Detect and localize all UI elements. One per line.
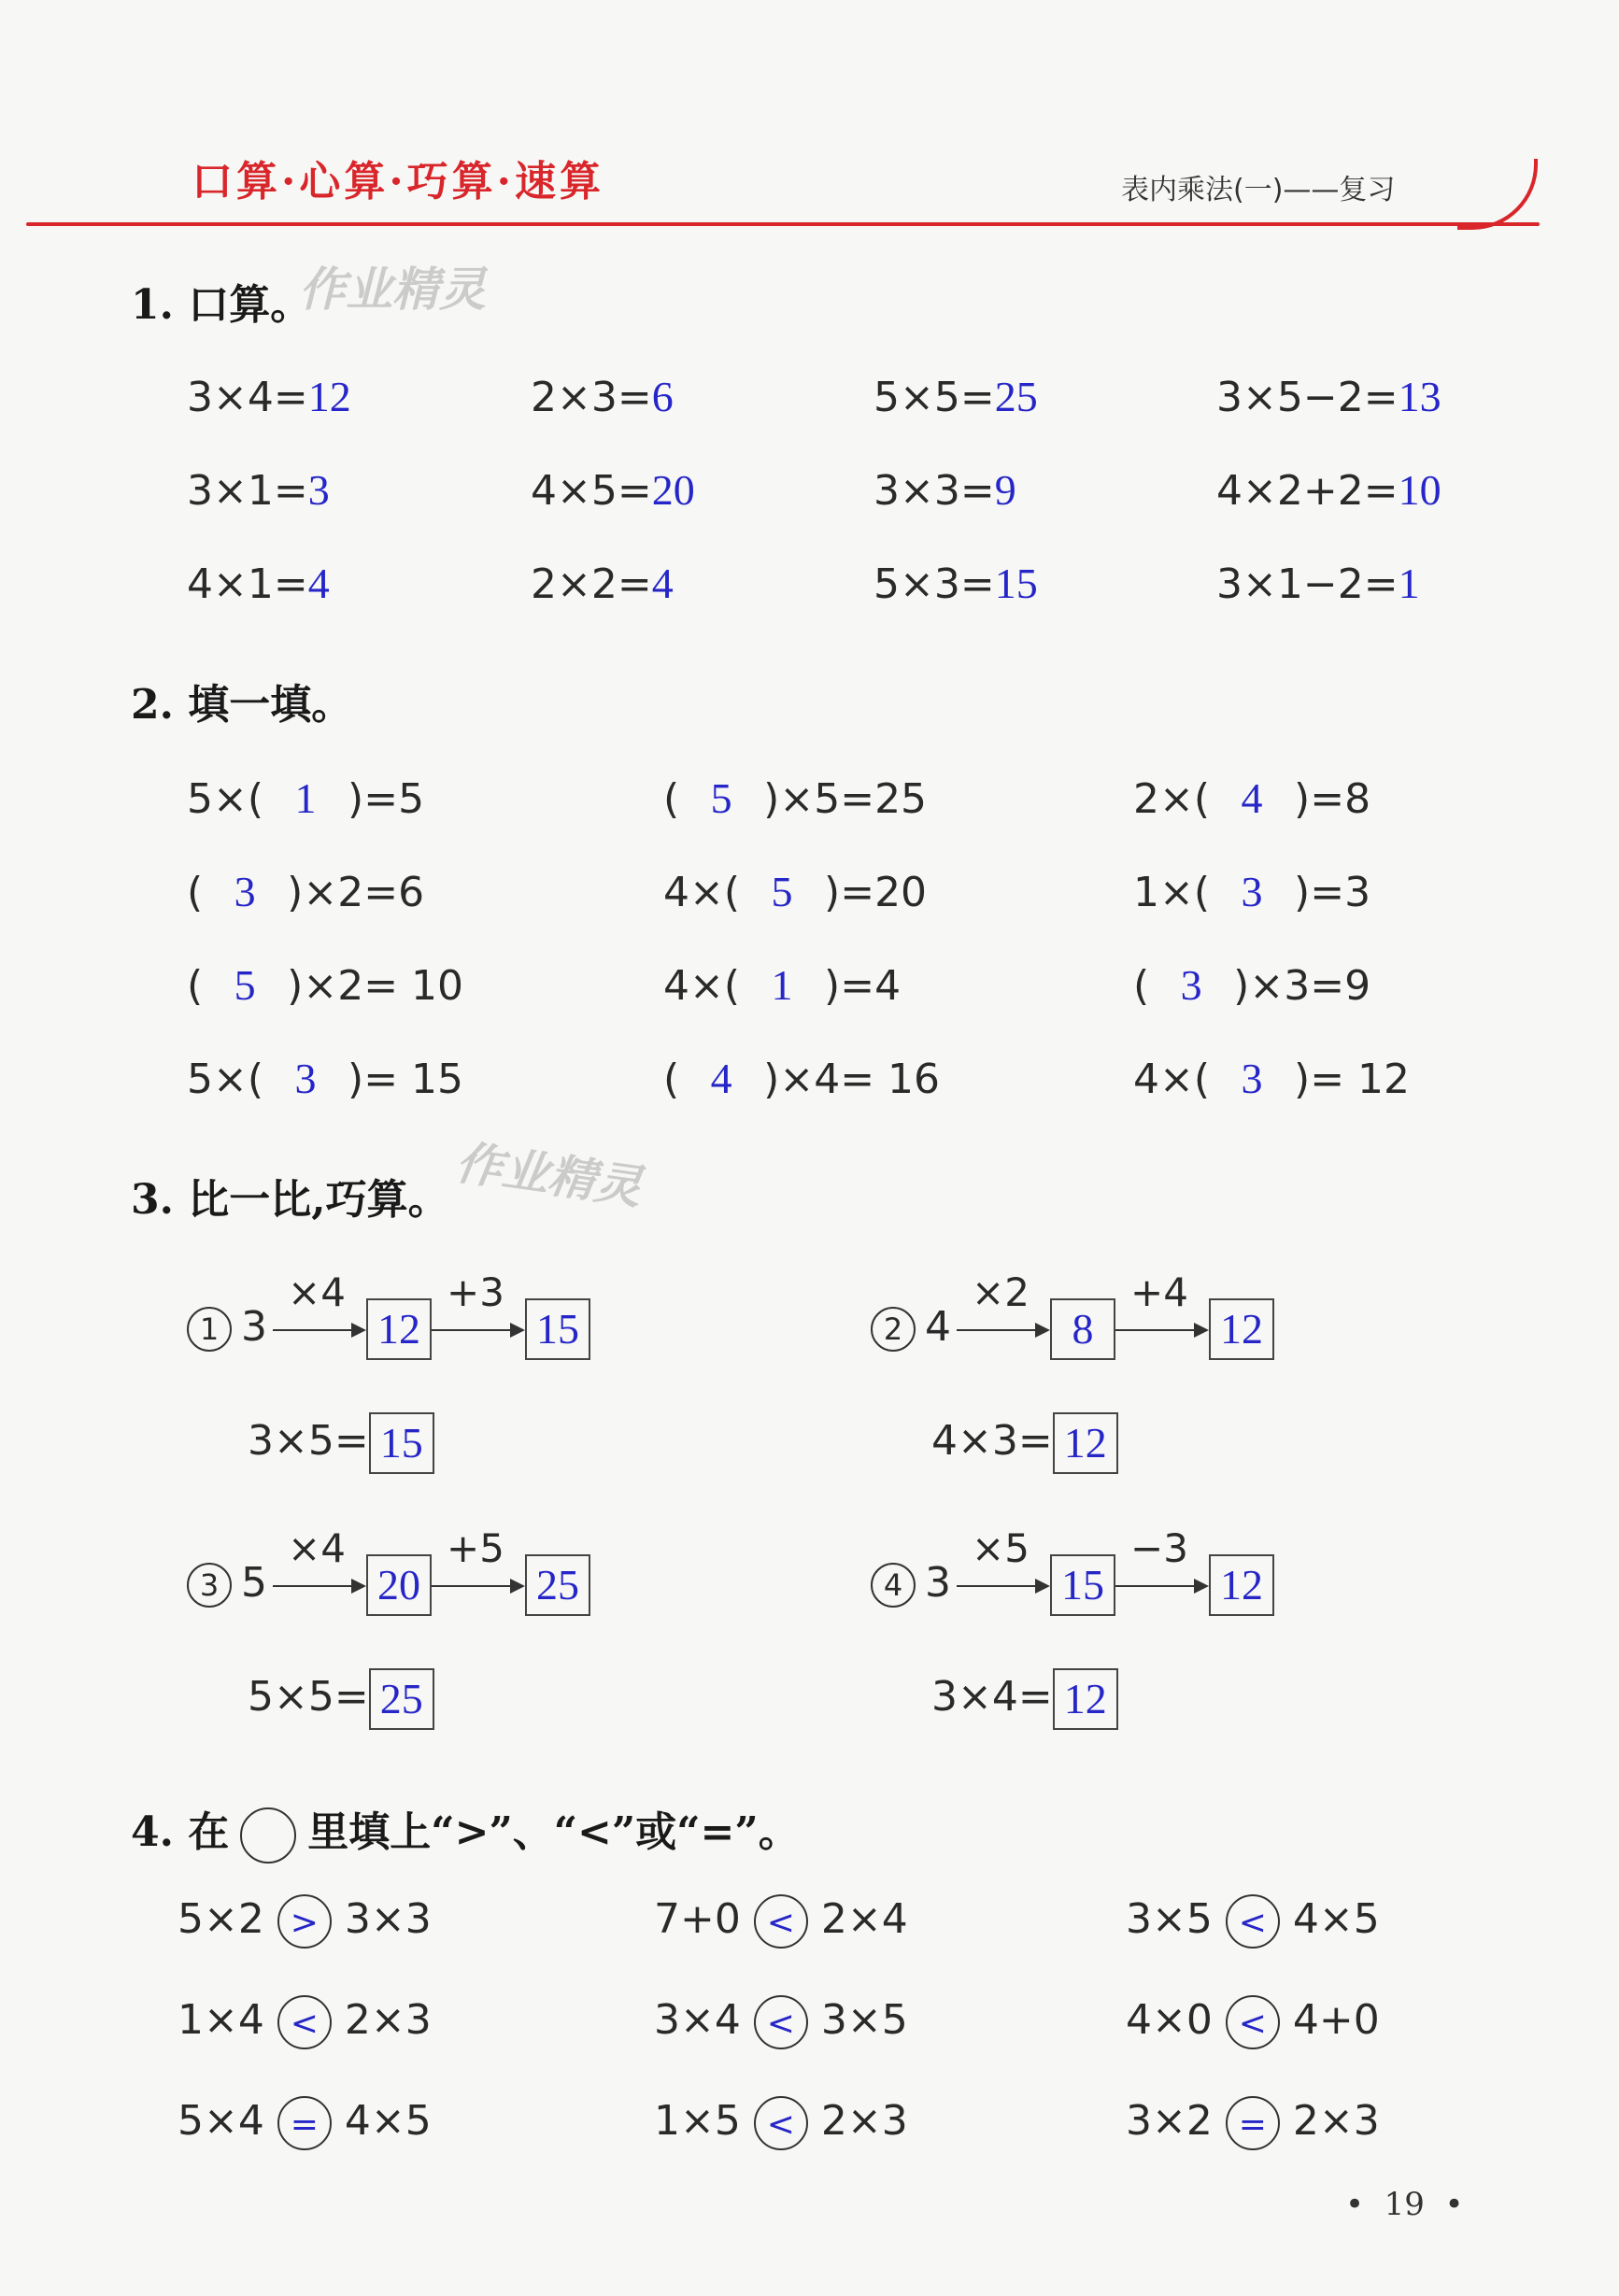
left-expression: 7+0: [654, 1895, 741, 1943]
question: 3×1=: [187, 467, 308, 515]
answer-box: 8: [1050, 1298, 1115, 1360]
chain-row: [187, 1269, 590, 1360]
section-4-title: [131, 1798, 800, 1864]
chain-row: [187, 1525, 590, 1616]
right-expression: 3×5: [820, 1996, 908, 2044]
comparison-answer: <: [766, 2005, 795, 2043]
right-expression: 4×5: [1292, 1895, 1380, 1943]
answer: 15: [994, 560, 1038, 607]
question-prefix: 4×(: [663, 962, 741, 1010]
question-suffix: )= 12: [1294, 1056, 1411, 1103]
right-expression: 4×5: [344, 2097, 432, 2145]
equation-row: [931, 1668, 1118, 1730]
question-prefix: 1×(: [1133, 869, 1211, 916]
answer-circle: [754, 1894, 808, 1949]
left-expression: 4×0: [1126, 1996, 1213, 2044]
fill-blank-item: [663, 773, 927, 823]
equation-row: [248, 1668, 434, 1730]
arrow-head: [1194, 1579, 1209, 1594]
compare-item: [1126, 1995, 1380, 2049]
compare-item: [1126, 2096, 1380, 2150]
answer: 12: [307, 373, 351, 420]
section-4-title-pre: 4. 在: [131, 1808, 230, 1856]
mental-math-item: [531, 372, 674, 421]
left-expression: 5×4: [178, 2097, 264, 2145]
comparison-answer: =: [290, 2105, 319, 2144]
right-expression: 2×4: [820, 1895, 908, 1943]
question-prefix: (: [187, 962, 204, 1010]
question: 3×3=: [873, 467, 995, 515]
operation-label: ×4: [288, 1525, 346, 1571]
question-prefix: 2×(: [1133, 775, 1211, 823]
answer: 4: [307, 560, 330, 607]
answer-box: 12: [1209, 1554, 1274, 1616]
right-expression: 3×3: [344, 1895, 432, 1943]
question-suffix: )= 15: [348, 1056, 464, 1103]
answer-box: 15: [369, 1412, 434, 1474]
compare-item: [178, 2096, 432, 2150]
answer: 5: [234, 961, 256, 1009]
comparison-answer: >: [290, 1904, 319, 1942]
question-prefix: 4×(: [663, 869, 741, 916]
answer: 3: [234, 868, 256, 915]
operation-label: +3: [447, 1269, 504, 1315]
question: 3×5−2=: [1216, 374, 1399, 421]
mental-math-item: [187, 465, 330, 515]
equation: 5×5=: [248, 1673, 369, 1721]
answer-circle: [1226, 2096, 1280, 2150]
fill-blank-item: [1133, 960, 1370, 1010]
answer: 5: [710, 774, 732, 822]
arrow-shaft: [1115, 1585, 1201, 1587]
arrow-shaft: [957, 1585, 1043, 1587]
compare-item: [654, 1995, 908, 2049]
left-expression: 3×2: [1126, 2097, 1213, 2145]
question: 5×3=: [873, 560, 995, 608]
question-suffix: )=20: [824, 869, 928, 916]
equation-row: [931, 1412, 1118, 1474]
comparison-answer: =: [1238, 2105, 1267, 2144]
answer: 6: [651, 373, 674, 420]
question: 5×5=: [873, 374, 995, 421]
arrow-icon: [273, 1269, 366, 1348]
right-expression: 2×3: [820, 2097, 908, 2145]
chain-start: 5: [241, 1559, 267, 1607]
answer-circle: [277, 1894, 332, 1949]
arrow-head: [510, 1323, 525, 1338]
question: 4×2+2=: [1216, 467, 1399, 515]
arrow-icon: [957, 1525, 1050, 1604]
answer: 3: [307, 466, 330, 514]
section-3-title: 3. 比一比,巧算。: [131, 1176, 449, 1224]
chain-start: 4: [925, 1303, 951, 1351]
answer-box: 15: [525, 1298, 590, 1360]
right-expression: 4+0: [1292, 1996, 1380, 2044]
question-suffix: )=8: [1294, 775, 1371, 823]
operation-label: ×4: [288, 1269, 346, 1315]
arrow-head: [351, 1579, 366, 1594]
mental-math-item: [531, 465, 695, 515]
header-rule: [26, 222, 1540, 226]
operation-label: ×5: [972, 1525, 1030, 1571]
question-suffix: )=4: [824, 962, 902, 1010]
question: 3×4=: [187, 374, 308, 421]
page-number: • 19 •: [1345, 2186, 1464, 2223]
answer-circle: [277, 1995, 332, 2049]
question-prefix: (: [1133, 962, 1150, 1010]
answer: 4: [651, 560, 674, 607]
answer-box: 25: [369, 1668, 434, 1730]
answer: 5: [771, 868, 793, 915]
operation-label: +4: [1130, 1269, 1188, 1315]
fill-blank-item: [663, 960, 901, 1010]
arrow-shaft: [432, 1585, 518, 1587]
fill-blank-item: [663, 867, 927, 916]
answer-box: 20: [366, 1554, 432, 1616]
answer: 13: [1398, 373, 1441, 420]
mental-math-item: [531, 559, 674, 608]
fill-blank-item: [187, 1054, 463, 1103]
answer: 4: [1241, 774, 1263, 822]
compare-item: [1126, 1894, 1380, 1949]
question-suffix: )×2=6: [287, 869, 425, 916]
question-prefix: (: [663, 1056, 680, 1103]
mental-math-item: [1216, 372, 1441, 421]
answer: 1: [771, 961, 793, 1009]
question: 4×5=: [531, 467, 652, 515]
left-expression: 3×4: [654, 1996, 741, 2044]
compare-item: [654, 2096, 908, 2150]
comparison-answer: <: [766, 2105, 795, 2144]
left-expression: 1×4: [178, 1996, 264, 2044]
arrow-shaft: [1115, 1329, 1201, 1331]
arrow-head: [1035, 1579, 1050, 1594]
answer: 3: [1241, 1055, 1263, 1102]
right-expression: 2×3: [344, 1996, 432, 2044]
answer: 25: [994, 373, 1038, 420]
question-prefix: 5×(: [187, 1056, 264, 1103]
answer-circle: [277, 2096, 332, 2150]
left-expression: 3×5: [1126, 1895, 1213, 1943]
watermark: 作业精灵: [452, 1135, 646, 1215]
arrow-head: [1194, 1323, 1209, 1338]
chain-row: [871, 1269, 1274, 1360]
mental-math-item: [187, 372, 351, 421]
answer-box: 15: [1050, 1554, 1115, 1616]
section-2-title: 2. 填一填。: [131, 681, 353, 729]
question-prefix: (: [663, 775, 680, 823]
compare-item: [654, 1894, 908, 1949]
arrow-icon: [957, 1269, 1050, 1348]
mental-math-item: [873, 465, 1016, 515]
chain-start: 3: [925, 1559, 951, 1607]
question: 4×1=: [187, 560, 308, 608]
question-suffix: )=5: [348, 775, 425, 823]
operation-label: ×2: [972, 1269, 1030, 1315]
equation: 3×4=: [931, 1673, 1053, 1721]
arrow-shaft: [957, 1329, 1043, 1331]
page-number-value: 19: [1384, 2186, 1425, 2223]
arrow-head: [510, 1579, 525, 1594]
equation-row: [248, 1412, 434, 1474]
answer: 3: [1180, 961, 1202, 1009]
fill-blank-item: [187, 773, 424, 823]
circled-number: 4: [871, 1563, 916, 1608]
arrow-shaft: [432, 1329, 518, 1331]
arrow-shaft: [273, 1329, 359, 1331]
question-suffix: )×3=9: [1233, 962, 1371, 1010]
comparison-answer: <: [1238, 2005, 1267, 2043]
mental-math-item: [1216, 559, 1420, 608]
operation-label: −3: [1130, 1525, 1188, 1571]
arrow-head: [351, 1323, 366, 1338]
answer: 3: [294, 1055, 317, 1102]
answer: 1: [1398, 560, 1420, 607]
question: 2×2=: [531, 560, 652, 608]
answer: 3: [1241, 868, 1263, 915]
circled-number: 3: [187, 1563, 232, 1608]
question-suffix: )×5=25: [763, 775, 928, 823]
mental-math-item: [1216, 465, 1441, 515]
operation-label: +5: [447, 1525, 504, 1571]
section-1-title: 1. 口算。: [131, 281, 312, 329]
circle-icon: [240, 1807, 296, 1864]
answer: 10: [1398, 466, 1441, 514]
section-4-title-post: 里填上“>”、“<”或“=”。: [307, 1808, 800, 1856]
answer-box: 12: [1209, 1298, 1274, 1360]
answer-circle: [754, 1995, 808, 2049]
arrow-icon: [432, 1525, 525, 1604]
left-expression: 1×5: [654, 2097, 741, 2145]
question-prefix: (: [187, 869, 204, 916]
answer-box: 25: [525, 1554, 590, 1616]
arrow-icon: [273, 1525, 366, 1604]
question-suffix: )×4= 16: [763, 1056, 941, 1103]
arrow-icon: [1115, 1525, 1209, 1604]
question-prefix: 5×(: [187, 775, 264, 823]
compare-item: [178, 1894, 432, 1949]
chain-start: 3: [241, 1303, 267, 1351]
arrow-icon: [1115, 1269, 1209, 1348]
answer-circle: [754, 2096, 808, 2150]
equation: 3×5=: [248, 1417, 369, 1465]
right-expression: 2×3: [1292, 2097, 1380, 2145]
comparison-answer: <: [1238, 1904, 1267, 1942]
fill-blank-item: [187, 960, 463, 1010]
answer: 4: [710, 1055, 732, 1102]
mental-math-item: [873, 372, 1038, 421]
question: 2×3=: [531, 374, 652, 421]
header-chapter-title: 表内乘法(一)——复习: [1121, 174, 1396, 206]
fill-blank-item: [1133, 1054, 1410, 1103]
equation: 4×3=: [931, 1417, 1053, 1465]
arrow-icon: [432, 1269, 525, 1348]
comparison-answer: <: [290, 2005, 319, 2043]
fill-blank-item: [1133, 867, 1370, 916]
answer-circle: [1226, 1995, 1280, 2049]
header-rule-curve: [1457, 159, 1538, 230]
answer-box: 12: [1053, 1668, 1118, 1730]
answer: 9: [994, 466, 1016, 514]
circled-number: 1: [187, 1307, 232, 1352]
question-prefix: 4×(: [1133, 1056, 1211, 1103]
fill-blank-item: [1133, 773, 1370, 823]
circled-number: 2: [871, 1307, 916, 1352]
fill-blank-item: [187, 867, 424, 916]
arrow-head: [1035, 1323, 1050, 1338]
answer-box: 12: [1053, 1412, 1118, 1474]
arrow-shaft: [273, 1585, 359, 1587]
compare-item: [178, 1995, 432, 2049]
question: 3×1−2=: [1216, 560, 1399, 608]
watermark: 作业精灵: [299, 262, 486, 317]
answer: 1: [294, 774, 317, 822]
comparison-answer: <: [766, 1904, 795, 1942]
question-suffix: )×2= 10: [287, 962, 464, 1010]
answer-box: 12: [366, 1298, 432, 1360]
answer-circle: [1226, 1894, 1280, 1949]
mental-math-item: [187, 559, 330, 608]
header-series-title: 口算·心算·巧算·速算: [192, 158, 604, 206]
chain-row: [871, 1525, 1274, 1616]
answer: 20: [651, 466, 695, 514]
question-suffix: )=3: [1294, 869, 1371, 916]
mental-math-item: [873, 559, 1038, 608]
left-expression: 5×2: [178, 1895, 264, 1943]
fill-blank-item: [663, 1054, 940, 1103]
